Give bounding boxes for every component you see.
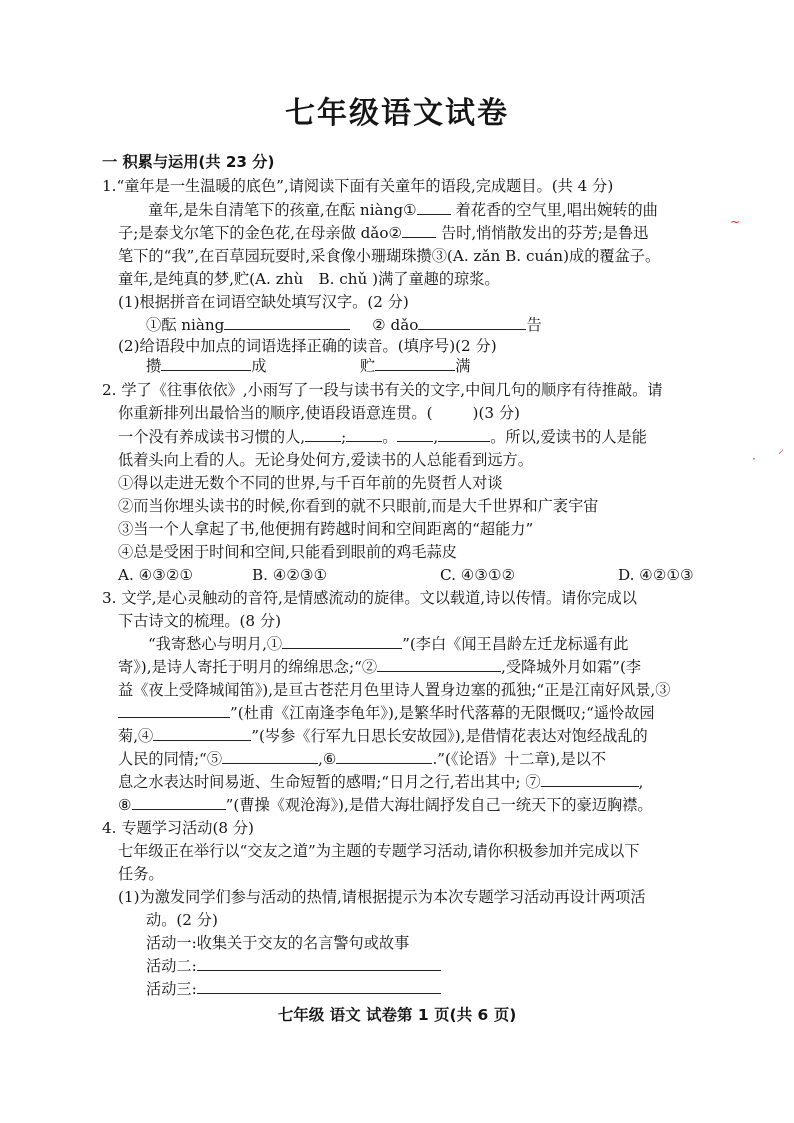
q1-passage-line: 童年,是朱自清笔下的孩童,在酝 niàng① 着花香的空气里,唱出婉转的曲: [148, 201, 658, 219]
q4-line: (1)为激发同学们参与活动的热情,请根据提示为本次专题学习活动再设计两项活: [118, 888, 646, 906]
q4-line: 动。(2 分): [146, 911, 218, 929]
answer-blank[interactable]: [118, 703, 230, 718]
answer-blank[interactable]: [282, 634, 402, 649]
choice-c[interactable]: C. ④③①②: [440, 566, 516, 584]
answer-blank[interactable]: [402, 223, 436, 238]
q2-line: 2. 学了《往事依依》,小雨写了一段与读书有关的文字,中间几句的顺序有待推敲。请: [102, 381, 663, 399]
q2-choices: [118, 565, 694, 585]
activity-2: 活动二:: [146, 956, 441, 976]
choice-d[interactable]: D. ④②①③: [618, 566, 694, 584]
q2-line: 一个没有养成读书习惯的人, ; 。 , 。所以,爱读书的人是能: [118, 428, 647, 446]
q1-sub1-items: ①酝 niàng ② dǎo 告: [146, 316, 542, 334]
answer-blank[interactable]: [438, 427, 490, 442]
q1-sub2: (2)给语段中加点的词语选择正确的读音。(填序号)(2 分): [118, 337, 497, 355]
answer-blank[interactable]: [153, 726, 251, 741]
answer-blank[interactable]: [377, 657, 501, 672]
exam-title: 七年级语文试卷: [285, 96, 509, 131]
answer-blank[interactable]: [336, 749, 432, 764]
red-mark: ·: [752, 452, 756, 466]
q1-sub1: (1)根据拼音在词语空缺处填写汉字。(2 分): [118, 293, 409, 311]
q3-para-line: 寄》),是诗人寄托于明月的绵绵思念;“② ,受降城外月如霜”(李: [118, 658, 642, 676]
q2-option: ②而当你埋头读书的时候,你看到的就不只眼前,而是大千世界和广袤宇宙: [118, 497, 599, 515]
answer-blank[interactable]: [541, 772, 639, 787]
activity-3: 活动三:: [146, 979, 441, 999]
choice-a[interactable]: A. ④③②①: [118, 566, 194, 584]
q2-line: 你重新排列出最恰当的顺序,使语段语意连贯。( )(3 分): [118, 404, 520, 422]
q2-option: ③当一个人拿起了书,他便拥有跨越时间和空间距离的“超能力”: [118, 520, 534, 538]
q3-line: 下古诗文的梳理。(8 分): [118, 612, 282, 630]
q1-passage-line: 子;是泰戈尔笔下的金色花,在母亲做 dǎo② 告时,悄悄散发出的芬芳;是鲁迅: [118, 224, 649, 242]
q3-para-line: ”(杜甫《江南逢李龟年》),是繁华时代落幕的无限慨叹;“遥怜故园: [118, 703, 655, 723]
q3-para-line: 人民的同情;“⑤ ,⑥ .”(《论语》十二章),是以不: [118, 750, 607, 768]
page-footer: 七年级 语文 试卷第 1 页(共 6 页): [277, 1006, 517, 1024]
answer-blank[interactable]: [197, 979, 441, 994]
q3-para-line: “我寄愁心与明月,① ”(李白《闻王昌龄左迁龙标遥有此: [148, 635, 629, 653]
q1-passage-line: 童年,是纯真的梦,贮(A. zhù B. chǔ )满了童趣的琼浆。: [118, 270, 500, 288]
q3-para-line: 益《夜上受降城闻笛》),是亘古苍茫月色里诗人置身边塞的孤独;“正是江南好风景,③: [118, 681, 671, 699]
q3-line: 3. 文学,是心灵触动的音符,是情感流动的旋律。文以载道,诗以传情。请你完成以: [102, 589, 637, 607]
q1-stem: 1.“童年是一生温暖的底色”,请阅读下面有关童年的语段,完成题目。(共 4 分): [102, 177, 614, 195]
q1-passage-line: 笔下的“我”,在百草园玩耍时,采食像小珊瑚珠攒③(A. zǎn B. cuán)成的覆盆子。: [118, 247, 661, 265]
answer-blank[interactable]: [305, 427, 341, 442]
answer-blank[interactable]: [197, 956, 441, 971]
q3-para-line: 息之水表达时间易逝、生命短暂的感喟;“日月之行,若出其中; ⑦ ,: [118, 773, 644, 791]
answer-blank[interactable]: [224, 315, 350, 330]
choice-b[interactable]: B. ④②③①: [252, 566, 328, 584]
q4-line: 4. 专题学习活动(8 分): [102, 819, 254, 837]
q4-line: 任务。: [118, 865, 164, 883]
answer-blank[interactable]: [397, 427, 433, 442]
answer-blank[interactable]: [132, 795, 226, 810]
answer-blank[interactable]: [417, 200, 451, 215]
q2-option: ④总是受困于时间和空间,只能看到眼前的鸡毛蒜皮: [118, 543, 457, 561]
activity-1: 活动一:收集关于交友的名言警句或故事: [146, 934, 410, 952]
q2-option: ①得以走进无数个不同的世界,与千百年前的先贤哲人对谈: [118, 474, 503, 492]
section-heading: 一 积累与运用(共 23 分): [102, 153, 275, 171]
q3-para-line: 菊,④ ”(岑参《行军九日思长安故园》),是借情花表达对饱经战乱的: [118, 727, 648, 745]
q4-line: 七年级正在举行以“交友之道”为主题的专题学习活动,请你积极参加并完成以下: [118, 842, 640, 860]
q2-line: 低着头向上看的人。无论身处何方,爱读书的人总能看到远方。: [118, 451, 533, 469]
answer-blank[interactable]: [222, 749, 318, 764]
answer-blank[interactable]: [375, 356, 455, 371]
red-mark: ⸝: [778, 442, 785, 456]
q3-para-line: ⑧ ”(曹操《观沧海》),是借大海壮阔抒发自己一统天下的豪迈胸襟。: [118, 796, 653, 814]
answer-blank[interactable]: [161, 356, 251, 371]
answer-blank[interactable]: [418, 315, 526, 330]
red-mark: ~: [730, 215, 741, 229]
q1-sub2-items: 攒 成 贮 满: [146, 357, 471, 375]
answer-blank[interactable]: [346, 427, 382, 442]
